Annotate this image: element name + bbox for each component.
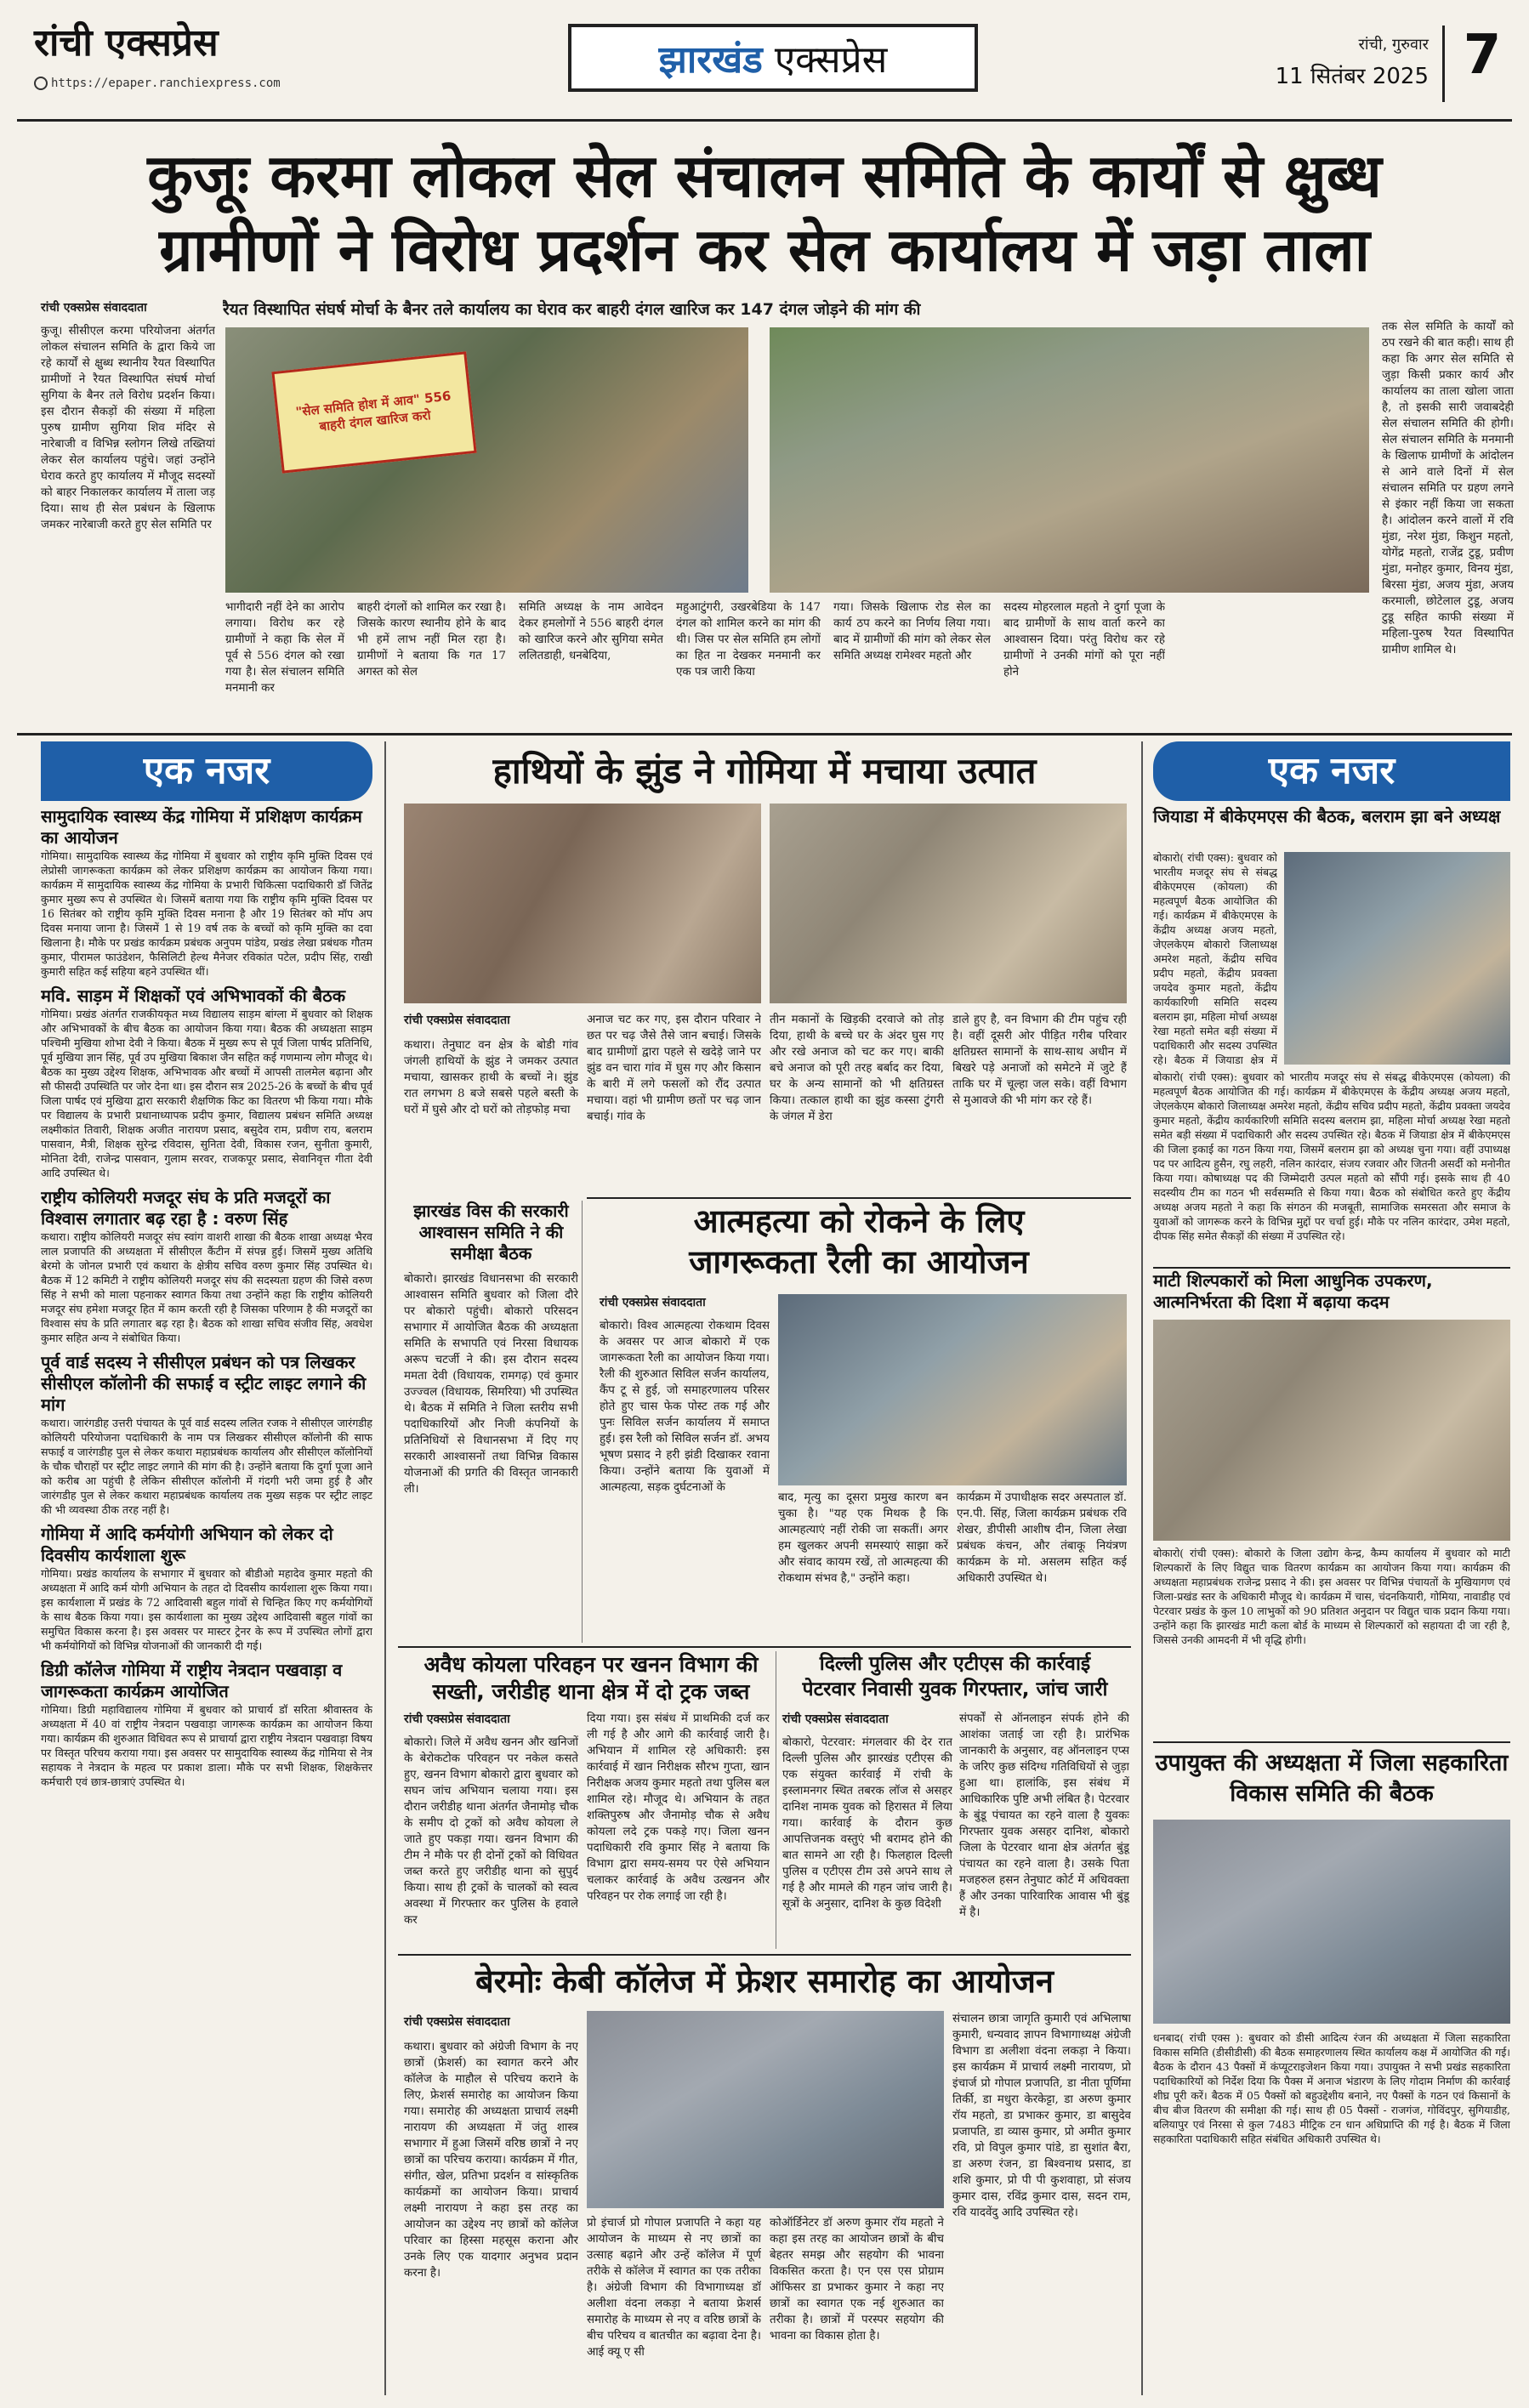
lead-col-2: भागीदारी नहीं देने का आरोप लगाया। विरोध कर रहे ग्रामीणों ने कहा कि सेल में पूर्व से 556 दंगल को रखा गया है। सेल संचालन समिति मनमानी कर	[225, 601, 344, 695]
right-item-3-head: उपायुक्त की अध्यक्षता में जिला सहकारिता विकास समिति की बैठक	[1155, 1750, 1509, 1807]
lead-col-3: बाहरी दंगलों को शामिल कर रखा है। जिसके कारण स्थानीय होने के बाद भी हमें लाभ नहीं मिल रहा है। ग्रामीणों ने बताया कि गत 17 अगस्त को सेल	[357, 601, 506, 679]
lead-headline-1: कुजूः करमा लोकल सेल संचालन समिति के कार्यों से क्षुब्ध	[147, 141, 1382, 211]
left-banner: एक नजर	[41, 741, 372, 801]
elephant-col-3: तीन मकानों के खिड़की दरवाजे को तोड़ दिया, हाथी के बच्चे घर के अंदर घुस गए और रखे अनाज को चट कर गए। बाकी बचे अनाज को पूरी तरह बर्बाद कर दिया, घर के अन्य सामानों को भी क्षतिग्रस्त किया। तत्काल हाथी का झुंड कस्सा टुंगरी के जंगल में डेरा	[770, 1014, 944, 1123]
committee-body: बोकारो। झारखंड विधानसभा की सरकारी आश्वासन समिति बुधवार को जिला दौरे पर बोकारो पहुंची। बोकारो परिसदन सभागार में आयोजित बैठक की अध्यक्षता समिति के सभापति एवं निरसा विधायक अरूप चटर्जी ने की। इस दौरान सदस्य ममता देवी (विधायक, रामगढ़) एवं कुमार उज्ज्वल (विधायक, सिमरिया) भी उपस्थित थे। बैठक में समिति ने जिला स्तरीय सभी पदाधिकारियों और निजी कंपनियों के प्रतिनिधियों से विधानसभा में दिए गए सरकारी आश्वासनों तथा विभिन्न विकास योजनाओं की प्रगति की विस्तृत जानकारी ली।	[404, 1273, 578, 1496]
left-item-body: गोमिया। सामुदायिक स्वास्थ्य केंद्र गोमिया में बुधवार को राष्ट्रीय कृमि मुक्ति दिवस एवं लेप्रोसी जागरूकता कार्यक्रम को लेकर प्रशिक्षण कार्यक्रम का आयोजन किया गया। कार्यक्रम में सामुदायिक स्वास्थ्य केंद्र गोमिया के प्रभारी चिकित्सा पदाधिकारी डॉ जितेंद्र कुमार मुख्य रूप से उपस्थित थे। जिसमें बताया गया कि राष्ट्रीय कृमि मुक्ति दिवस पर 16 सितंबर को राष्ट्रीय कृमि मुक्ति दिवस मनाना है और 19 सितंबर को मॉप अप दिवस मनाया जाना है। जिसमें 1 से 19 वर्ष तक के बच्चों को कृमि मुक्ति का दवा खिलाना है। मौके पर प्रखंड कार्यक्रम प्रबंधक अनुपम पांडेय, प्रखंड लेखा प्रबंधक गौतम कुमार, पीरामल फाउंडेशन, फैसिलिटी हेल्थ मैनेजर रविकांत पटेल, प्रदीप सिंह, राखी कुमारी सहित कई सहिया बहने उपस्थित थीं।	[41, 849, 372, 978]
masthead	[0, 0, 1529, 119]
right-rule-1	[1153, 1267, 1510, 1269]
page-number-divider	[1442, 26, 1445, 102]
lead-photo-1	[225, 327, 748, 593]
coal-col-1: बोकारो। जिले में अवैध खनन और खनिजों के बेरोकटोक परिवहन पर नकेल कसते हुए, खनन विभाग बोकारो द्वारा बुधवार को सघन जांच अभियान चलाया गया। इस दौरान जरीडीह थाना अंतर्गत जैनामोड़ चौक के समीप दो ट्रकों को अवैध कोयला ले जाते हुए पकड़ा गया। खनन विभाग की टीम ने मौके पर ही दोनों ट्रकों को विधिवत जब्त करते हुए जरीडीह थाना को सुपुर्द किया। साथ ही ट्रकों के चालकों को स्वत्व अवस्था में गिरफ्तार कर पुलिस के हवाले कर	[404, 1736, 578, 1927]
kb-col-2: प्रो इंचार्ज प्रो गोपाल प्रजापति ने कहा यह आयोजन के माध्यम से नए छात्रों का उत्साह बढ़ाने और उन्हें कॉलेज में पूर्ण तरीके से कॉलेज में स्वागत का एक तरीका है। अंग्रेजी विभाग की विभागाध्यक्ष डॉ अलीशा वंदना लकड़ा ने बताया फ्रेशर्स समारोह के माध्यम से नए व वरिष्ठ छात्रों के बीच परिचय व बातचीत का बढ़ावा देना है। आई क्यू ए सी	[587, 2217, 761, 2359]
right-rule-2	[1153, 1741, 1510, 1743]
rally-rule	[398, 1646, 1131, 1648]
rally-col-3: कार्यक्रम में उपाधीक्षक सदर अस्पताल डॉ. एन.पी. सिंह, जिला कार्यक्रम प्रबंधक रवि शेखर, डीपीसी आशीष दीन, जिला लेखा प्रबंधक कंचन, और तंबाकू नियंत्रण कार्यक्रम के मो. असलम सहित कई अधिकारी उपस्थित थे।	[957, 1491, 1127, 1585]
rally-photo	[778, 1294, 1127, 1485]
left-item-head: राष्ट्रीय कोलियरी मजदूर संघ के प्रति मजदूरों का विश्वास लगातार बढ़ रहा है : वरुण सिंह	[41, 1187, 331, 1229]
lead-headline-2: ग्रामीणों ने विरोध प्रदर्शन कर सेल कार्यालय में जड़ा ताला	[159, 215, 1370, 285]
lead-col-8: तक सेल समिति के कार्यों को ठप रखने की बात कही। साथ ही कहा कि अगर सेल समिति से जुड़ा किसी प्रकार कार्य और कार्यालय का ताला खोला जाता है, तो इसकी सारी जवाबदेही सेल संचालन समिति की होगी। सेल संचालन समिति के मनमानी के खिलाफ ग्रामीणों के आंदोलन से आने वाले दिनों में सेल संचालन समिति पर ग्रहण लगने से इंकार नहीं किया जा सकता है। आंदोलन करने वालों में रवि मुंडा, नरेश मुंडा, किशुन महतो, योगेंद्र महतो, राजेंद्र टुडू, प्रवीण मुंडा, मनोहर कुमार, विनय मुंडा, बिरसा मुंडा, अजय मुंडा, अजय करमाली, छोटेलाल टुडू, अजय टुडू सहित काफी संख्या में महिला-पुरुष रैयत विस्थापित ग्रामीण शामिल थे।	[1382, 321, 1514, 656]
left-item-head: डिग्री कॉलेज गोमिया में राष्ट्रीय नेत्रदान पखवाड़ा व जागरूकता कार्यक्रम आयोजित	[41, 1660, 343, 1701]
elephant-col-4: डाले हुए है, वन विभाग की टीम पहुंच रही है। वहीं दूसरी ओर पीड़ित गरीब परिवार क्षतिग्रस्त सामानों के साथ-साथ अधीन में बिखरे पड़े अनाजों को समेटने में जुटे हैं ताकि घर में चूल्हा जल सके। वहीं विभाग से मुआवजे की भी मांग कर रहे हैं।	[952, 1014, 1127, 1107]
left-column-divider	[384, 741, 386, 2395]
section-title-2: एक्सप्रेस	[774, 38, 888, 82]
left-col-items	[41, 806, 372, 2394]
police-headline-1: दिल्ली पुलिस और एटीएस की कार्रवाई	[819, 1653, 1091, 1675]
police-byline: रांची एक्सप्रेस संवाददाता	[782, 1712, 889, 1726]
protest-banner	[271, 351, 476, 473]
rally-col-1: बोकारो। विश्व आत्महत्या रोकथाम दिवस के अवसर पर आज बोकारो में एक जागरूकता रैली का आयोजन किया गया। रैली की शुरुआत सिविल सर्जन कार्यालय, कैंप टू से हुई, जो समाहरणालय परिसर होते हुए चास फेक पोस्ट तक गई और पुनः सिविल सर्जन कार्यालय में समाप्त हुई। इस रैली को सिविल सर्जन डॉ. अभय भूषण प्रसाद ने हरी झंडी दिखाकर रवाना किया। उन्होंने बताया कि युवाओं में आत्महत्या, सड़क दुर्घटनाओं के	[600, 1320, 770, 1494]
paper-name: रांची एक्सप्रेस	[34, 21, 219, 65]
left-item-3	[41, 1187, 372, 1345]
right-item-3-body: धनबाद( रांची एक्स ): बुधवार को डीसी आदित्य रंजन की अध्यक्षता में जिला सहकारिता विकास समिति (डीसीडीसी) की बैठक समाहरणालय स्थित कार्यालय कक्ष में आयोजित की गई। बैठक के दौरान 43 पैक्सों में कंप्यूटराइजेशन किया गया। उपायुक्त ने सभी प्रखंड सहकारिता पदाधिकारियों को निर्देश दिया कि पैक्स में अनाज भंडारण के लिए गोदाम निर्माण की कार्रवाई शीघ्र पूरी करें। बैठक में 05 पैक्सों को बहुउद्देशीय बनाने, नए पैक्सों के गठन एवं किसानों के बीच बीज वितरण की समीक्षा की गई। साथ ही 05 पैक्सों - राजगंज, गोविंदपुर, सुगियाडीह, बलियापुर एवं निरसा से कुल 7483 मीट्रिक टन धान अधिप्राप्ति की गई है। बैठक में जिला सहकारिता पदाधिकारी सहित संबंधित अधिकारी उपस्थित थे।	[1153, 2031, 1510, 2145]
right-column-divider	[1141, 741, 1143, 2395]
lead-byline: रांची एक्सप्रेस संवाददाता	[41, 301, 147, 315]
kb-col-4: संचालन छात्रा जागृति कुमारी एवं अभिलाषा कुमारी, धन्यवाद ज्ञापन विभागाध्यक्ष अंग्रेजी विभाग डा अलीशा वंदना लकड़ा ने किया। इस कार्यक्रम में प्राचार्य लक्ष्मी नारायण, प्रो इंचार्ज प्रो गोपाल प्रजापति, डा नीता पूर्णिमा तिर्की, डा मधुरा केरकेट्टा, डा अरुण कुमार रॉय महतो, डा प्रभाकर कुमार, डा बासुदेव प्रजापति, डा व्यास कुमार, प्रो अमीत कुमार रवि, प्रो विपुल कुमार पांडे, डा सुशांत बैरा, डा अरुण रंजन, डा बिश्वनाथ प्रसाद, डा शशि कुमार, प्रो पी पी कुशवाहा, प्रो संजय कुमार दास, रविंद्र कुमार दास, सदन राम, रवि यादवेंदु आदि उपस्थित रहे।	[952, 2013, 1131, 2219]
right-banner: एक नजर	[1153, 741, 1510, 801]
left-item-head: मवि. साड़म में शिक्षकों एवं अभिभावकों की बैठक	[41, 985, 346, 1006]
committee-divider	[582, 1201, 583, 1643]
left-item-body: गोमिया। प्रखंड अंतर्गत राजकीयकृत मध्य विद्यालय साड़म बांग्ला में बुधवार को शिक्षक और अभिभावकों के बीच बैठक का आयोजन किया गया। बैठक की अध्यक्षता साड़म पश्चिमी मुखिया शोभा देवी ने किया। बैठक में मुख्य रूप से पूर्व जिला पार्षद प्रतिनिधि, पूर्व मुखिया ज्ञान सिंह, पूर्व उप मुखिया बिकाश जैन सहित कई गणमान्य लोग मौजूद थे। बैठक का मुख्य उद्देश्य शिक्षक, अभिभावक और बच्चों में आपसी तालमेल बढ़ाना और सौ फीसदी उपस्थिति पर जोर देना था। इस दौरान सत्र 2025-26 के बच्चों के बीच पूर्व जिला पार्षद एवं मुखिया द्वारा सरकारी शैक्षणिक किट का वितरण भी किया गया। मौके पर विद्यालय के प्रभारी प्रधानाध्यापक प्रदीप कुमार, विद्यालय प्रबंधन समिति अध्यक्ष लक्ष्मीकांत तिवारी, शिक्षक अजीत नारायण प्रसाद, बसुदेव राम, प्रवीण राय, बलराम पासवान, मैत्री, शिक्षक सुरेन्द्र रविदास, सुनिता देवी, विकास रजन, सुनीता कुमारी, मोनिता देवी, राजेन्द्र पासवान, गुलाम सरवर, राजकपूर प्रसाद, सेवानिवृत्त गीता देवी आदि उपस्थित थे।	[41, 1008, 372, 1179]
police-col-1: बोकारो, पेटरवार: मंगलवार की देर रात दिल्ली पुलिस और झारखंड एटीएस की एक संयुक्त कार्रवाई में रांची के इस्लामनगर स्थित तबरक लॉज से असहर दानिश नामक युवक को हिरासत में लिया गया। कार्रवाई के दौरान कुछ आपत्तिजनक वस्तुएं भी बरामद होने की बात सामने आ रही है। फिलहाल दिल्ली पुलिस व एटीएस टीम उसे अपने साथ ले गई है और मामले की गहन जांच जारी है। सूत्रों के अनुसार, दानिश के कुछ विदेशी	[782, 1736, 952, 1911]
right-item-2-head: माटी शिल्पकारों को मिला आधुनिक उपकरण, आत्मनिर्भरता की दिशा में बढ़ाया कदम	[1153, 1270, 1433, 1312]
globe-icon	[34, 77, 48, 90]
left-item-body: कथारा। जारंगडीह उत्तरी पंचायत के पूर्व वार्ड सदस्य ललित रजक ने सीसीएल जारंगडीह कोलियरी परियोजना पदाधिकारी के नाम पत्र लिखकर सीसीएल कॉलोनी की साफ सफाई व जारंगडीह पुल से लेकर कथारा महाप्रबंधक कार्यालय और सीसीएल कॉलोनियों के चौक चौराहों पर स्ट्रीट लाइट लगाने की मांग की है। उन्होंने बताया कि दुर्गा पूजा आने को करीब आ पहुंची है लेकिन सीसीएल कॉलोनी में गंदगी भरी जमा हुई है और जारंगडीह पुल से लेकर कथारा महाप्रबंधक कार्यालय तक मुख्य सड़क पर स्ट्रीट लाइट की भी व्यवस्था ठीक तरह नहीं है।	[41, 1417, 372, 1516]
elephant-col-2: अनाज चट कर गए, इस दौरान परिवार ने छत पर चढ़ जैसे तैसे जान बचाई। जिसके बाद ग्रामीणों द्वारा पहले से खदेड़े जाने पर झुंड वन चारा गांव में घुस गए और किसान के बारी में लगे फसलों को रौंद उत्पात मचाया। वहां भी ग्रामीण छतों पर चढ़ जान बचाई। गांव के	[587, 1014, 761, 1123]
police-rule	[398, 1954, 1131, 1956]
right-item-3-photo	[1153, 1820, 1510, 2024]
rally-headline-2: जागरूकता रैली का आयोजन	[689, 1243, 1029, 1281]
right-item-2-photo	[1153, 1320, 1510, 1541]
rally-byline: रांची एक्सप्रेस संवाददाता	[600, 1296, 706, 1309]
left-item-body: गोमिया। प्रखंड कार्यालय के सभागार में बुधवार को बीडीओ महादेव कुमार महतो की अध्यक्षता में आदि कर्म योगी अभियान के तहत दो दिवसीय कार्यशाला शुरू किया गया। इस कार्यशाला में प्रखंड के 72 आदिवासी बहुल गांवों से चिन्हित किए गए कर्मयोगियों के साथ बैठक किया गया। इस कार्यशाला का मुख्य उद्देश्य आदिवासी बहुल गांवों का समुचित विकास करना है। इस अवसर पर मास्टर ट्रेनर के रूप में उपस्थित लोगों द्वारा भी कर्मयोगियों को विभिन्न योजनाओं की जानकारी दी गई।	[41, 1567, 372, 1652]
lead-col-5: महुआटुंगरी, उखरबेडिया के 147 दंगल को शामिल करने का मांग की थी। जिस पर सेल समिति हम लोगों का हित ना देखकर मनमानी कर एक पत्र जारी किया	[676, 601, 821, 679]
left-item-5	[41, 1524, 372, 1653]
police-col-2: संपर्कों से ऑनलाइन संपर्क होने की आशंका जताई जा रही है। प्रारंभिक जानकारी के अनुसार, वह ऑनलाइन एप्स के जरिए कुछ संदिग्ध गतिविधियों से जुड़ा हुआ था। हालांकि, इस संबंध में आधिकारिक पुष्टि अभी लंबित है। पेटरवार के बुंडू पंचायत का रहने वाला है युवकः गिरफ्तार युवक असहर दानिश, बोकारो जिला के पेटरवार थाना क्षेत्र अंतर्गत बुंडू पंचायत का रहने वाला है। उसके पिता मजहरुल हसन तेनुघाट कोर्ट में अधिवक्ता हैं और उनका पारिवारिक आवास भी बुंडू में है।	[959, 1712, 1129, 1919]
elephant-photo-2	[770, 804, 1127, 1003]
elephant-rule	[587, 1197, 1131, 1199]
left-item-body: कथारा। राष्ट्रीय कोलियरी मजदूर संघ स्वांग वाशरी शाखा की बैठक शाखा अध्यक्ष भैरव लाल प्रजापति की अध्यक्षता में सीसीएल कैंटीन में संपन्न हुई। जिसमें मुख्य अतिथि बेरमो के जोनल प्रभारी एवं कथारा के क्षेत्रीय सचिव वरुण कुमार सिंह उपस्थित थे। बैठक में 12 कमिटी ने राष्ट्रीय कोलियरी मजदूर संघ की सदस्यता ग्रहण की जिसे वरुण सिंह ने सभी को माला पहनाकर स्वागत किया तथा उन्होंने कहा कि राष्ट्रीय कोलियरी मजदूर संघ हमेशा मजदूर हित में काम करती रही है जिसका परिणाम है की मजदूरों का विश्वास संघ के प्रति लगातार बढ़ रहा है। बैठक को शाखा सचिव संजीव सिंह, अवधेश कुमार सहित अन्य ने संबोधित किया।	[41, 1230, 372, 1344]
elephant-photo-1	[404, 804, 761, 1003]
committee-headline: झारखंड विस की सरकारी आश्वासन समिति ने की समीक्षा बैठक	[413, 1201, 569, 1264]
lead-bottom-rule	[17, 733, 1512, 735]
left-item-6	[41, 1660, 372, 1789]
left-item-2	[41, 985, 372, 1180]
left-item-4	[41, 1352, 372, 1517]
page-number: 7	[1463, 24, 1502, 87]
lead-col-7: सदस्य मोहरलाल महतो ने दुर्गा पूजा के बाद ग्रामीणों के साथ वार्ता करने का आश्वासन दिया। परंतु विरोध कर रहे ग्रामीणों ने उनकी मांगों को पूरा नहीं होने	[1003, 601, 1165, 679]
protest-banner-text: "सेल समिति होश में आव" 556 बाहरी दंगल खारिज करो	[294, 388, 452, 434]
right-item-1-photo	[1284, 852, 1510, 1065]
right-item-1-body-cont: बोकारो( रांची एक्स): बुधवार को भारतीय मजदूर संघ से संबद्ध बीकेएमएस (कोयला) की महत्वपूर्ण बैठक आयोजित की गई। कार्यक्रम में बीकेएमएस के केंद्रीय अध्यक्ष अजय महतो, जेएलकेएम बोकारो जिलाध्यक्ष अमरेश महतो, केंद्रीय सचिव प्रदीप महतो, केंद्रीय प्रवक्ता जयदेव कुमार महतो, केंद्रीय कार्यकारिणी समिति सदस्य बलराम झा, महिला मोर्चा अध्यक्ष रेखा महतो समेत बड़ी संख्या में पदाधिकारी और सदस्य उपस्थित रहे। बैठक में जियाडा क्षेत्र में बीकेएमएस की जिला इकाई का गठन किया गया, जिसमें बलराम झा को अध्यक्ष चुना गया। वहीं उपाध्यक्ष पद पर आदित्य हुसैन, रघु लहरी, नलिन कारंदार, संजय रजवार और जितनी असर्दी को मनोनीत किया गया। कोषाध्यक्ष पद की जिम्मेदारी उत्पल महतो को सौंपी गई। इसके साथ ही 40 सदस्यीय टीम का गठन भी सर्वसम्मति से किया गया। बैठक को संबोधित करते हुए केंद्रीय अध्यक्ष अजय महतो ने कहा कि संगठन की मजबूती, सामाजिक समरसता और समाज के युवाओं को जागरूक करने के विभिन्न मुद्दों पर चर्चा हुई। मौके पर नलिन कारंदार, उमेश महतो, दीपक सिंह समेत सैकड़ों की संख्या में उपस्थित रहे।	[1153, 1071, 1510, 1242]
date: 11 सितंबर 2025	[1275, 64, 1429, 89]
lead-col-4: समिति अध्यक्ष के नाम आवेदन देकर हमलोगों ने 556 बाहरी दंगल को खारिज करने और सुगिया समेत ललितडाही, धनबेदिया,	[519, 601, 663, 662]
rally-headline-1: आत्महत्या को रोकने के लिए	[693, 1202, 1025, 1240]
coal-col-2: दिया गया। इस संबंध में प्राथमिकी दर्ज कर ली गई है और आगे की कार्रवाई जारी है। अभियान में शामिल रहे अधिकारी: इस कार्रवाई में खान निरीक्षक सौरभ गुप्ता, खान निरीक्षक अजय कुमार महतो तथा पुलिस बल शामिल रहे। मौजूद थे। अभियान के तहत शक्तिपुरुष और जैनामोड़ चौक से अवैध कोयला लदे ट्रक पकड़े गए। जिला खनन पदाधिकारी रवि कुमार सिंह ने बताया कि विभाग द्वारा समय-समय पर ऐसे अभियान चलाकर कार्रवाई के अवैध उत्खनन और परिवहन पर रोक लगाई जा रही है।	[587, 1712, 770, 1903]
kb-college-headline: बेरमोः केबी कॉलेज में फ्रेशर समारोह का आयोजन	[475, 1962, 1054, 2000]
elephant-headline: हाथियों के झुंड ने गोमिया में मचाया उत्पात	[492, 750, 1037, 792]
lead-photo-2	[770, 327, 1369, 593]
left-item-head: गोमिया में आदि कर्मयोगी अभियान को लेकर दो दिवसीय कार्यशाला शुरू	[41, 1524, 333, 1565]
elephant-col-1: कथारा। तेनुघाट वन क्षेत्र के बोडी गांव जंगली हाथियों के झुंड ने जमकर उत्पात मचाया, खासकर हाथी के बच्चों ने। झुंड रात लगभग 8 बजे सबसे पहले बस्ती के घरों में घुसे और दो घरों को तोड़फोड़ मचा	[404, 1039, 578, 1116]
police-headline-2: पेटरवार निवासी युवक गिरफ्तार, जांच जारी	[802, 1678, 1108, 1701]
lead-subhead: रैयत विस्थापित संघर्ष मोर्चा के बैनर तले कार्यालय का घेराव कर बाहरी दंगल खारिज कर 147 दंगल जोड़ने की मांग की	[223, 300, 921, 319]
right-item-1-body: बोकारो( रांची एक्स): बुधवार को भारतीय मजदूर संघ से संबद्ध बीकेएमएस (कोयला) की महत्वपूर्ण बैठक आयोजित की गई। कार्यक्रम में बीकेएमएस के केंद्रीय अध्यक्ष अजय महतो, जेएलकेएम बोकारो जिलाध्यक्ष अमरेश महतो, केंद्रीय सचिव प्रदीप महतो, केंद्रीय प्रवक्ता जयदेव कुमार महतो, केंद्रीय कार्यकारिणी समिति सदस्य बलराम झा, महिला मोर्चा अध्यक्ष रेखा महतो समेत बड़ी संख्या में पदाधिकारी और सदस्य उपस्थित रहे। बैठक में जियाडा क्षेत्र में	[1153, 851, 1277, 1066]
kb-college-byline: रांची एक्सप्रेस संवाददाता	[404, 2015, 510, 2029]
left-item-body: गोमिया। डिग्री महाविद्यालय गोमिया में बुधवार को प्राचार्य डॉ सरिता श्रीवास्तव के अध्यक्षता में 40 वां राष्ट्रीय नेत्रदान पखवाड़ा जागरूक कार्यक्रम का आयोजन किया गया। कार्यक्रम की शुरुआत विधिवत रूप से प्राचार्या द्वारा राष्ट्रीय नेत्रदान पखवाड़ा विषय पर विस्तृत परिचय कराया गया। इस अवसर पर सामुदायिक स्वास्थ्य केंद्र गोमिया से नेत्र सहायक ने नेत्रदान के महत्व पर प्रकाश डाला। मौके पर सभी शिक्षक, शिक्षकेत्तर कर्मचारी एवं छात्र-छात्राएं उपस्थित थे।	[41, 1703, 372, 1788]
left-item-1	[41, 806, 372, 979]
coal-byline: रांची एक्सप्रेस संवाददाता	[404, 1712, 510, 1726]
masthead-rule	[17, 119, 1512, 122]
kb-col-3: कोऑर्डिनेटर डॉ अरुण कुमार रॉय महतो ने कहा इस तरह का आयोजन छात्रों के बीच बेहतर समझ और सहयोग की भावना विकसित करता है। एन एस एस प्रोग्राम ऑफिसर डा प्रभाकर कुमार ने कहा नए छात्रों का स्वागत एक नई शुरुआत का तरीका है। छात्रों में परस्पर सहयोग की भावना का विकास होता है।	[770, 2217, 944, 2343]
elephant-byline: रांची एक्सप्रेस संवाददाता	[404, 1014, 510, 1027]
section-title: झारखंड	[658, 38, 763, 82]
section-title-box	[568, 24, 978, 92]
left-item-head: सामुदायिक स्वास्थ्य केंद्र गोमिया में प्रशिक्षण कार्यक्रम का आयोजन	[41, 806, 362, 848]
kb-college-photo	[587, 2011, 944, 2208]
lead-col-6: गया। जिसके खिलाफ रोड सेल का कार्य ठप करने का निर्णय लिया गया। बाद में ग्रामीणों की मांग को लेकर सेल समिति अध्यक्ष रामेश्वर महतो और	[833, 601, 991, 662]
url-text[interactable]: https://epaper.ranchiexpress.com	[51, 77, 281, 90]
right-item-1-head: जियाडा में बीकेएमएस की बैठक, बलराम झा बने अध्यक्ष	[1153, 806, 1501, 826]
left-item-head: पूर्व वार्ड सदस्य ने सीसीएल प्रबंधन को पत्र लिखकर सीसीएल कॉलोनी की सफाई व स्ट्रीट लाइट लगाने की मांग	[41, 1352, 367, 1415]
city-day: रांची, गुरुवार	[1358, 36, 1429, 54]
coal-headline: अवैध कोयला परिवहन पर खनन विभाग की सख्ती, जरीडीह थाना क्षेत्र में दो ट्रक जब्त	[423, 1652, 759, 1704]
right-item-2-body: बोकारो( रांची एक्स): बोकारो के जिला उद्योग केन्द्र, कैम्प कार्यालय में बुधवार को माटी शिल्पकारों के लिए विद्युत चाक वितरण कार्यक्रम का आयोजन किया गया। कार्यक्रम की अध्यक्षता महाप्रबंधक राजेन्द्र प्रसाद ने की। इस अवसर पर विभिन्न पंचायतों के मुखियागण एवं जिला-प्रखंड स्तर के अधिकारी मौजूद थे। कार्यक्रम में चास, चंदनकियारी, गोमिया, नावाडीह एवं पेटरवार प्रखंड के कुल 10 लाभुकों को 90 प्रतिशत अनुदान पर विद्युत चाक प्रदान किया गया। उन्होंने कहा कि झारखंड माटी कला बोर्ड के माध्यम से शिल्पकारों को सहायता दी जा रही है, जिससे उनकी आमदनी में भी वृद्धि होगी।	[1153, 1547, 1510, 1646]
rally-col-2: बाद, मृत्यु का दूसरा प्रमुख कारण बन चुका है। "यह एक मिथक है कि आत्महत्याएं नहीं रोकी जा सकतीं। अगर हम खुलकर अपनी समस्याएं साझा करें और संवाद कायम रखें, तो आत्महत्या की रोकथाम संभव है," उन्होंने कहा।	[778, 1491, 948, 1585]
lead-col-1: कुजू। सीसीएल करमा परियोजना अंतर्गत लोकल संचालन समिति के द्वारा किये जा रहे कार्यों से क्षुब्ध स्थानीय रैयत विस्थापित ग्रामीणों ने रैयत विस्थापित संघर्ष मोर्चा सुगिया के बैनर तले विरोध प्रदर्शन किया। इस दौरान सैकड़ों की संख्या में महिला पुरुष ग्रामीण सुगिया शिव मंदिर से नारेबाजी व विभिन्न स्लोगन लिखे तख्तियां लेकर सेल कार्यालय पहुंचे। जहां उन्होंने घेराव करते हुए कार्यालय में मौजूद सदस्यों को बाहर निकालकर कार्यालय में ताला जड़ दिया। साथ ही सेल प्रबंधन के खिलाफ जमकर नारेबाजी करते हुए सेल समिति पर	[41, 325, 215, 531]
kb-col-1: कथारा। बुधवार को अंग्रेजी विभाग के नए छात्रों (फ्रेशर्स) का स्वागत करने और कॉलेज के माहौल से परिचय कराने के लिए, फ्रेशर्स समारोह का आयोजन किया गया। समारोह की अध्यक्षता प्राचार्य लक्ष्मी नारायण की अध्यक्षता में जंतु शास्त्र सभागार में हुआ जिसमें वरिष्ठ छात्रों ने नए छात्रों का परिचय कराया। कार्यक्रम में गीत, संगीत, खेल, प्रतिभा प्रदर्शन व सांस्कृतिक कार्यक्रमों का आयोजन किया। प्राचार्य लक्ष्मी नारायण ने कहा इस तरह का आयोजन का उद्देश्य नए छात्रों को कॉलेज परिवार का हिस्सा महसूस कराना और उनके लिए एक यादगार अनुभव प्रदान करना है।	[404, 2041, 578, 2280]
